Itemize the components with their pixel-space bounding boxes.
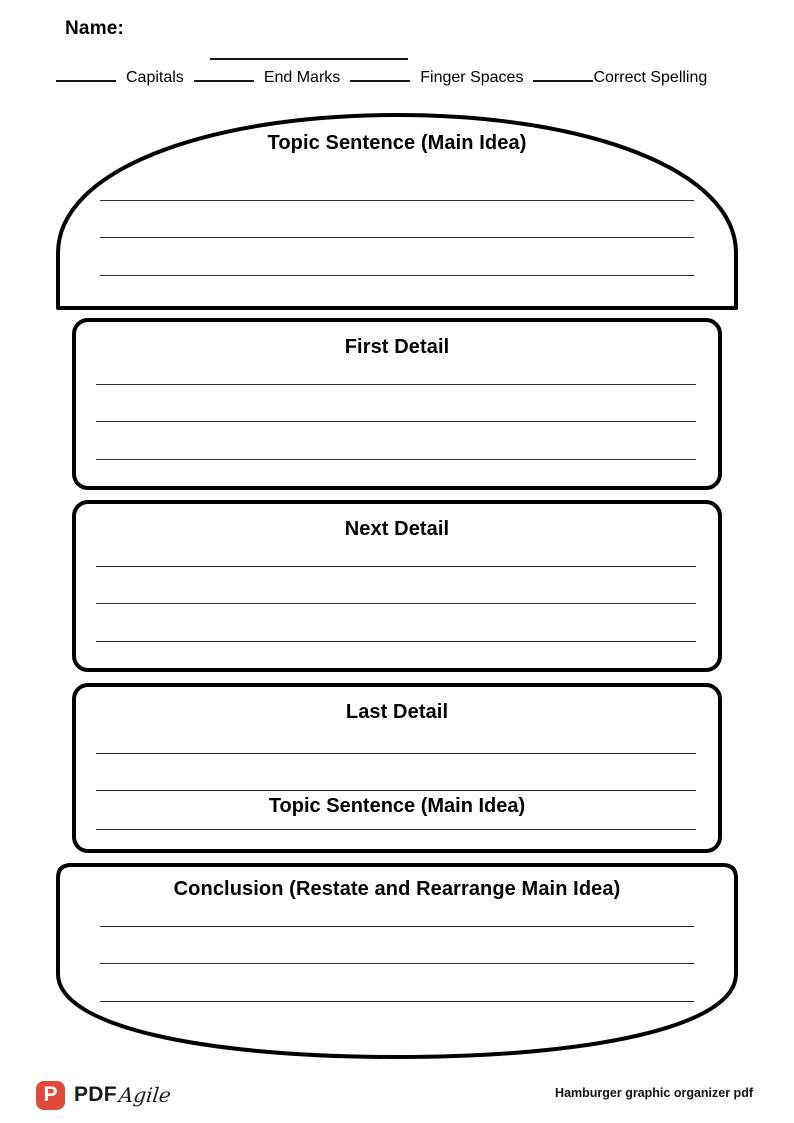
writing-line xyxy=(96,384,696,385)
checklist-blank-capitals xyxy=(56,63,116,82)
pdf-agile-logo-pdf-text: PDF xyxy=(74,1083,117,1106)
first-detail-section xyxy=(72,318,722,490)
last-detail-section xyxy=(72,683,722,853)
writing-line xyxy=(100,200,694,201)
name-label: Name: xyxy=(65,18,125,39)
first-detail-title: First Detail xyxy=(344,336,450,358)
next-detail-section xyxy=(72,500,722,672)
checklist-row xyxy=(56,63,756,89)
name-row xyxy=(65,18,124,40)
document-title: Hamburger graphic organizer pdf xyxy=(555,1086,753,1100)
conclusion-section xyxy=(55,862,739,1060)
writing-line xyxy=(96,829,696,830)
name-blank-line xyxy=(210,58,408,60)
writing-line xyxy=(100,275,694,276)
writing-line xyxy=(100,963,694,964)
pdf-agile-logo xyxy=(36,1079,171,1111)
writing-line xyxy=(96,566,696,567)
writing-line xyxy=(96,603,696,604)
checklist-label-finger-spaces: Finger Spaces xyxy=(420,69,524,86)
writing-line xyxy=(96,753,696,754)
last-detail-title: Last Detail xyxy=(345,701,449,723)
checklist-blank-correct-spelling xyxy=(533,63,593,82)
checklist-label-correct-spelling: Correct Spelling xyxy=(593,69,708,86)
writing-line xyxy=(96,790,696,791)
writing-line xyxy=(100,237,694,238)
writing-line xyxy=(96,459,696,460)
writing-line xyxy=(100,926,694,927)
checklist-blank-end-marks xyxy=(194,63,254,82)
writing-line xyxy=(96,421,696,422)
topic-sentence-section xyxy=(55,112,739,311)
topic-sentence-title: Topic Sentence (Main Idea) xyxy=(267,132,527,154)
checklist-label-end-marks: End Marks xyxy=(263,69,341,86)
writing-line xyxy=(100,1001,694,1002)
checklist-label-capitals: Capitals xyxy=(126,69,184,86)
writing-line xyxy=(96,641,696,642)
last-detail-topic-label: Topic Sentence (Main Idea) xyxy=(268,795,526,817)
pdf-agile-logo-icon: P xyxy=(36,1081,65,1110)
checklist-blank-finger-spaces xyxy=(350,63,410,82)
conclusion-title: Conclusion (Restate and Rearrange Main Idea) xyxy=(173,878,621,900)
next-detail-title: Next Detail xyxy=(344,518,450,540)
pdf-agile-logo-agile-text: Agile xyxy=(117,1083,173,1107)
